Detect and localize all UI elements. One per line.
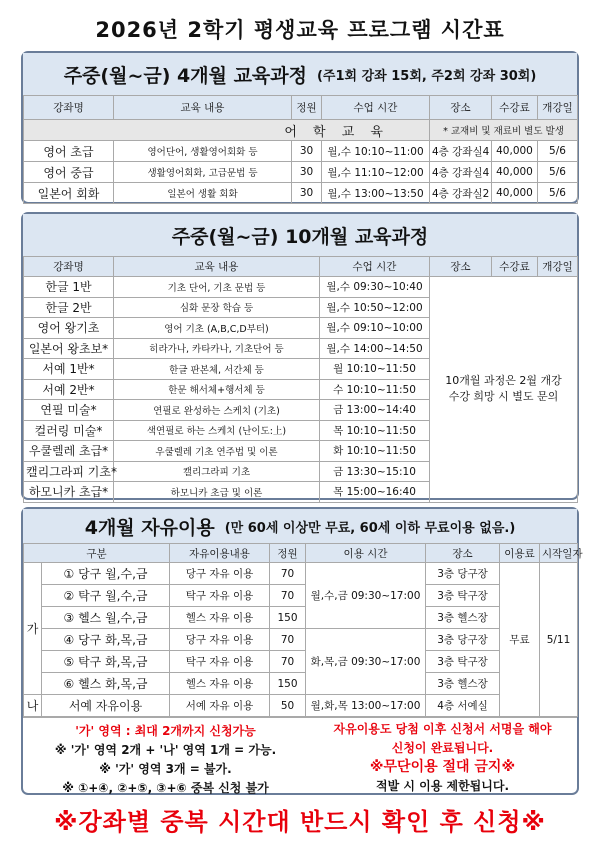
course-content: 한글 판본체, 서간체 등: [114, 359, 320, 380]
section-title: [23, 53, 577, 95]
course-capacity: 30: [292, 162, 322, 183]
note-line: 수강 희망 시 별도 문의: [448, 390, 559, 404]
note-line: 신청이 완료됩니다.: [391, 741, 494, 755]
ten-month-note: [430, 277, 578, 503]
course-name: 영어 왕기초: [24, 318, 114, 339]
header-place: 장소: [426, 544, 500, 563]
course-time: 월,수 10:10~11:00: [322, 141, 430, 162]
facility-time-b: 화,목,금 09:30~17:00: [306, 629, 426, 695]
section-subtitle: (만 60세 이상만 무료, 60세 이하 무료이용 없음.): [224, 520, 516, 536]
course-name: 일본어 회화: [24, 183, 114, 204]
section-4month-courses: [21, 51, 579, 204]
note-line: ※ '가' 영역 3개 = 불가.: [99, 762, 232, 776]
facility-place: 3층 탁구장: [426, 651, 500, 673]
table-row: [24, 585, 578, 607]
course-name: 연필 미술*: [24, 400, 114, 421]
course-time: 금 13:30~15:10: [320, 461, 430, 482]
group-na: 나: [24, 695, 42, 717]
facility-fee: 무료: [500, 563, 540, 717]
facility-place: 3층 당구장: [426, 563, 500, 585]
facility-capacity: 70: [270, 651, 306, 673]
course-name: 일본어 왕초보*: [24, 338, 114, 359]
course-content: 색연필로 하는 스케치 (난이도:上): [114, 420, 320, 441]
course-start: 5/6: [538, 162, 578, 183]
facility-name: 서예 자유이용: [42, 695, 170, 717]
course-time: 화 10:10~11:50: [320, 441, 430, 462]
header-fee: 이용료: [500, 544, 540, 563]
course-content: 영어단어, 생활영어회화 등: [114, 141, 292, 162]
course-fee: 40,000: [492, 183, 538, 204]
course-start: 5/6: [538, 183, 578, 204]
header-content: 자유이용내용: [170, 544, 270, 563]
facility-name: ④ 당구 화,목,금: [42, 629, 170, 651]
section-subtitle: (주1회 강좌 15회, 주2회 강좌 30회): [316, 68, 537, 84]
course-time: 월,수 14:00~14:50: [320, 338, 430, 359]
header-place: 장소: [430, 96, 492, 120]
course-time: 월,수 09:10~10:00: [320, 318, 430, 339]
facility-name: ⑤ 탁구 화,목,금: [42, 651, 170, 673]
section-title-text: 주중(월~금) 4개월 교육과정: [63, 64, 307, 87]
facility-place: 3층 탁구장: [426, 585, 500, 607]
facility-capacity: 150: [270, 673, 306, 695]
course-fee: 40,000: [492, 141, 538, 162]
section-10month-courses: [21, 212, 579, 500]
course-content: 일본어 생활 회화: [114, 183, 292, 204]
note-line: ※ '가' 영역 2개 + '나' 영역 1개 = 가능.: [54, 743, 277, 757]
header-start: 개강일: [538, 257, 578, 277]
section-title: [23, 214, 577, 256]
note-line: 자유이용도 당첨 이후 신청서 서명을 해야: [333, 722, 552, 736]
facility-content: 탁구 자유 이용: [170, 585, 270, 607]
note-line: ※무단이용 절대 금지※: [369, 759, 516, 775]
course-table-4month: [23, 95, 578, 204]
course-content: 기초 단어, 기초 문법 등: [114, 277, 320, 298]
section-title: [23, 509, 577, 543]
facility-capacity: 70: [270, 563, 306, 585]
facility-name: ② 탁구 월,수,금: [42, 585, 170, 607]
facility-content: 서예 자유 이용: [170, 695, 270, 717]
facility-content: 당구 자유 이용: [170, 563, 270, 585]
notes-right: [308, 718, 577, 798]
course-name: 하모니카 초급*: [24, 482, 114, 503]
course-time: 월 10:10~11:50: [320, 359, 430, 380]
header-time: 이용 시간: [306, 544, 426, 563]
facility-content: 당구 자유 이용: [170, 629, 270, 651]
header-start: 개강일: [538, 96, 578, 120]
note-line: 10개월 과정은 2월 개강: [445, 374, 562, 388]
facility-place: 3층 헬스장: [426, 607, 500, 629]
header-fee: 수강료: [492, 96, 538, 120]
group-ga: 가: [24, 563, 42, 695]
table-row: [24, 277, 578, 298]
course-table-10month: [23, 256, 578, 503]
footer-warning: ※강좌별 중복 시간대 반드시 확인 후 신청※: [54, 808, 546, 836]
course-content: 영어 기초 (A,B,C,D부터): [114, 318, 320, 339]
table-row: [24, 629, 578, 651]
course-start: 5/6: [538, 141, 578, 162]
table-row: [24, 651, 578, 673]
table-row: [24, 141, 578, 162]
table-row: [24, 563, 578, 585]
header-course-name: 강좌명: [24, 96, 114, 120]
facility-time-a: 월,수,금 09:30~17:00: [306, 563, 426, 629]
course-time: 월,수 13:00~13:50: [322, 183, 430, 204]
header-fee: 수강료: [492, 257, 538, 277]
header-time: 수업 시간: [320, 257, 430, 277]
table-row: [24, 673, 578, 695]
header-start: 시작일자: [540, 544, 578, 563]
facility-name: ⑥ 헬스 화,목,금: [42, 673, 170, 695]
section-free-use: [21, 507, 583, 795]
table-row: [24, 183, 578, 204]
note-line: 적발 시 이용 제한됩니다.: [375, 779, 509, 793]
facility-name: ① 당구 월,수,금: [42, 563, 170, 585]
header-category: 구분: [24, 544, 170, 563]
course-time: 월,수 11:10~12:00: [322, 162, 430, 183]
course-name: 서예 2반*: [24, 379, 114, 400]
course-time: 월,수 09:30~10:40: [320, 277, 430, 298]
section-title-text: 4개월 자유이용: [84, 516, 215, 539]
table-row: [24, 162, 578, 183]
page-title: 2026년 2학기 평생교육 프로그램 시간표: [95, 18, 505, 42]
course-content: 하모니카 초급 및 이론: [114, 482, 320, 503]
facility-content: 탁구 자유 이용: [170, 651, 270, 673]
header-content: 교육 내용: [114, 96, 292, 120]
course-name: 우쿨렐레 초급*: [24, 441, 114, 462]
facility-name: ③ 헬스 월,수,금: [42, 607, 170, 629]
facility-place: 3층 헬스장: [426, 673, 500, 695]
table-row: [24, 607, 578, 629]
notes-left: [23, 718, 308, 798]
note-line: ※ ①+④, ②+⑤, ③+⑥ 중복 신청 불가: [62, 781, 269, 795]
course-content: 히라가나, 카타카나, 기초단어 등: [114, 338, 320, 359]
course-name: 한글 2반: [24, 297, 114, 318]
free-use-notes: [23, 717, 577, 798]
facility-content: 헬스 자유 이용: [170, 673, 270, 695]
section-title-text: 주중(월~금) 10개월 교육과정: [171, 225, 429, 248]
facility-start: 5/11: [540, 563, 578, 717]
course-content: 심화 문장 학습 등: [114, 297, 320, 318]
header-course-name: 강좌명: [24, 257, 114, 277]
course-content: 연필로 완성하는 스케치 (기초): [114, 400, 320, 421]
facility-capacity: 150: [270, 607, 306, 629]
course-time: 목 10:10~11:50: [320, 420, 430, 441]
header-content: 교육 내용: [114, 257, 320, 277]
course-name: 캘리그라피 기초*: [24, 461, 114, 482]
course-name: 한글 1반: [24, 277, 114, 298]
course-content: 캘리그라피 기초: [114, 461, 320, 482]
facility-place: 3층 당구장: [426, 629, 500, 651]
facility-capacity: 70: [270, 629, 306, 651]
course-name: 영어 중급: [24, 162, 114, 183]
course-content: 우쿨렐레 기초 연주법 및 이론: [114, 441, 320, 462]
course-time: 수 10:10~11:50: [320, 379, 430, 400]
facility-capacity: 70: [270, 585, 306, 607]
header-time: 수업 시간: [322, 96, 430, 120]
course-content: 생활영어회화, 고급문법 등: [114, 162, 292, 183]
facility-capacity: 50: [270, 695, 306, 717]
header-capacity: 정원: [270, 544, 306, 563]
free-use-table: [23, 543, 583, 717]
note-line: '가' 영역 : 최대 2개까지 신청가능: [75, 724, 256, 738]
course-place: 4층 강좌실4: [430, 162, 492, 183]
course-time: 월,수 10:50~12:00: [320, 297, 430, 318]
course-name: 영어 초급: [24, 141, 114, 162]
course-time: 목 15:00~16:40: [320, 482, 430, 503]
course-time: 금 13:00~14:40: [320, 400, 430, 421]
course-name: 컬러링 미술*: [24, 420, 114, 441]
facility-place: 4층 서예실: [426, 695, 500, 717]
course-place: 4층 강좌실2: [430, 183, 492, 204]
course-capacity: 30: [292, 141, 322, 162]
table-row: [24, 695, 578, 717]
facility-content: 헬스 자유 이용: [170, 607, 270, 629]
course-place: 4층 강좌실4: [430, 141, 492, 162]
course-capacity: 30: [292, 183, 322, 204]
category-label: 어 학 교 육: [24, 120, 430, 141]
header-place: 장소: [430, 257, 492, 277]
course-content: 한문 해서체+행서체 등: [114, 379, 320, 400]
header-capacity: 정원: [292, 96, 322, 120]
course-fee: 40,000: [492, 162, 538, 183]
category-note: * 교재비 및 재료비 별도 발생: [430, 120, 578, 141]
facility-time: 월,화,목 13:00~17:00: [306, 695, 426, 717]
course-name: 서예 1반*: [24, 359, 114, 380]
